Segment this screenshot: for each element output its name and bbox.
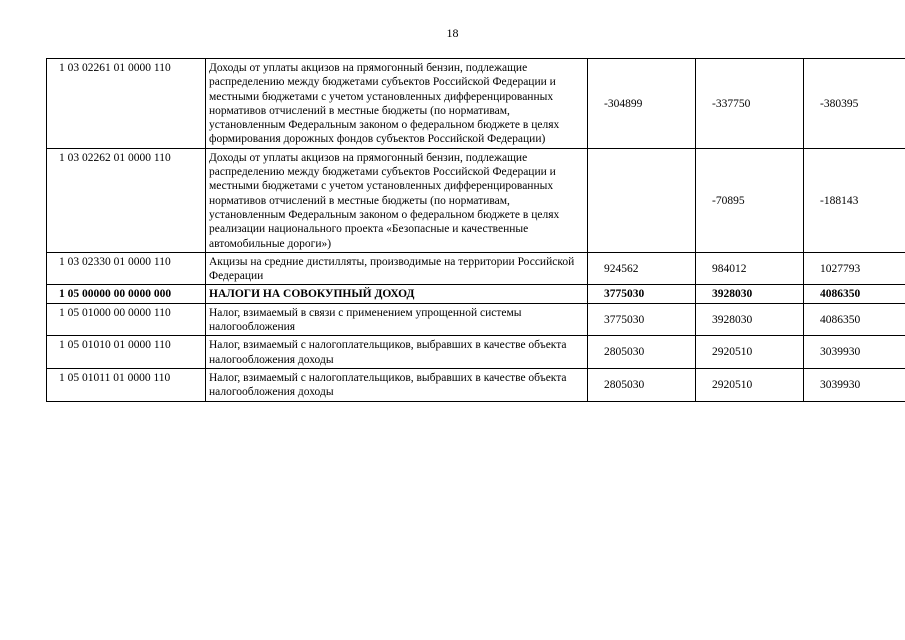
table-row (47, 285, 905, 303)
value-cell-3: 1027793 (804, 252, 905, 285)
table-row (47, 303, 905, 336)
table-row (47, 368, 905, 401)
budget-code-cell: 1 05 01010 01 0000 110 (47, 336, 206, 369)
description-cell: Налог, взимаемый в связи с применением упрощенной системы налогообложения (206, 303, 588, 336)
description-cell: Налог, взимаемый с налогоплательщиков, выбравших в качестве объекта налогообложения доходы (206, 336, 588, 369)
budget-code-cell: 1 03 02261 01 0000 110 (47, 59, 206, 149)
table-row (47, 148, 905, 252)
page-number: 18 (446, 26, 459, 40)
value-cell-2: 3928030 (696, 285, 804, 303)
description-cell: Доходы от уплаты акцизов на прямогонный бензин, подлежащие распределению между бюджетами субъектов Российской Федерации и местными бюджетами с учетом установленных дифференцированных нормативов отчислений в местные бюджеты (по нормативам, установленным Федеральным законом о федеральном бюджете в целях формирования дорожных фондов субъектов Российской Федерации) (206, 59, 588, 149)
value-cell-2: 984012 (696, 252, 804, 285)
table-row (47, 336, 905, 369)
value-cell-1: -304899 (588, 59, 696, 149)
description-cell: НАЛОГИ НА СОВОКУПНЫЙ ДОХОД (206, 285, 588, 303)
value-cell-3: 3039930 (804, 336, 905, 369)
value-cell-1: 3775030 (588, 285, 696, 303)
description-cell: Доходы от уплаты акцизов на прямогонный бензин, подлежащие распределению между бюджетами субъектов Российской Федерации и местными бюджетами с учетом установленных дифференцированных нормативов отчислений в местные бюджеты (по нормативам, установленным Федеральным законом о федеральном бюджете в целях реализации национального проекта «Безопасные и качественные автомобильные дороги») (206, 148, 588, 252)
budget-code-cell: 1 05 00000 00 0000 000 (47, 285, 206, 303)
budget-code-cell: 1 05 01000 00 0000 110 (47, 303, 206, 336)
value-cell-1: 2805030 (588, 368, 696, 401)
value-cell-3: 3039930 (804, 368, 905, 401)
value-cell-1: 924562 (588, 252, 696, 285)
budget-table-body (47, 59, 905, 402)
value-cell-1: 3775030 (588, 303, 696, 336)
table-row (47, 59, 905, 149)
budget-code-cell: 1 05 01011 01 0000 110 (47, 368, 206, 401)
value-cell-3: -188143 (804, 148, 905, 252)
value-cell-2: 2920510 (696, 368, 804, 401)
budget-table (46, 58, 905, 402)
table-row (47, 252, 905, 285)
value-cell-2: 3928030 (696, 303, 804, 336)
description-cell: Акцизы на средние дистилляты, производимые на территории Российской Федерации (206, 252, 588, 285)
value-cell-2: -337750 (696, 59, 804, 149)
value-cell-1 (588, 148, 696, 252)
value-cell-3: 4086350 (804, 303, 905, 336)
value-cell-3: 4086350 (804, 285, 905, 303)
budget-code-cell: 1 03 02330 01 0000 110 (47, 252, 206, 285)
budget-code-cell: 1 03 02262 01 0000 110 (47, 148, 206, 252)
value-cell-3: -380395 (804, 59, 905, 149)
value-cell-1: 2805030 (588, 336, 696, 369)
value-cell-2: -70895 (696, 148, 804, 252)
value-cell-2: 2920510 (696, 336, 804, 369)
description-cell: Налог, взимаемый с налогоплательщиков, выбравших в качестве объекта налогообложения доходы (206, 368, 588, 401)
